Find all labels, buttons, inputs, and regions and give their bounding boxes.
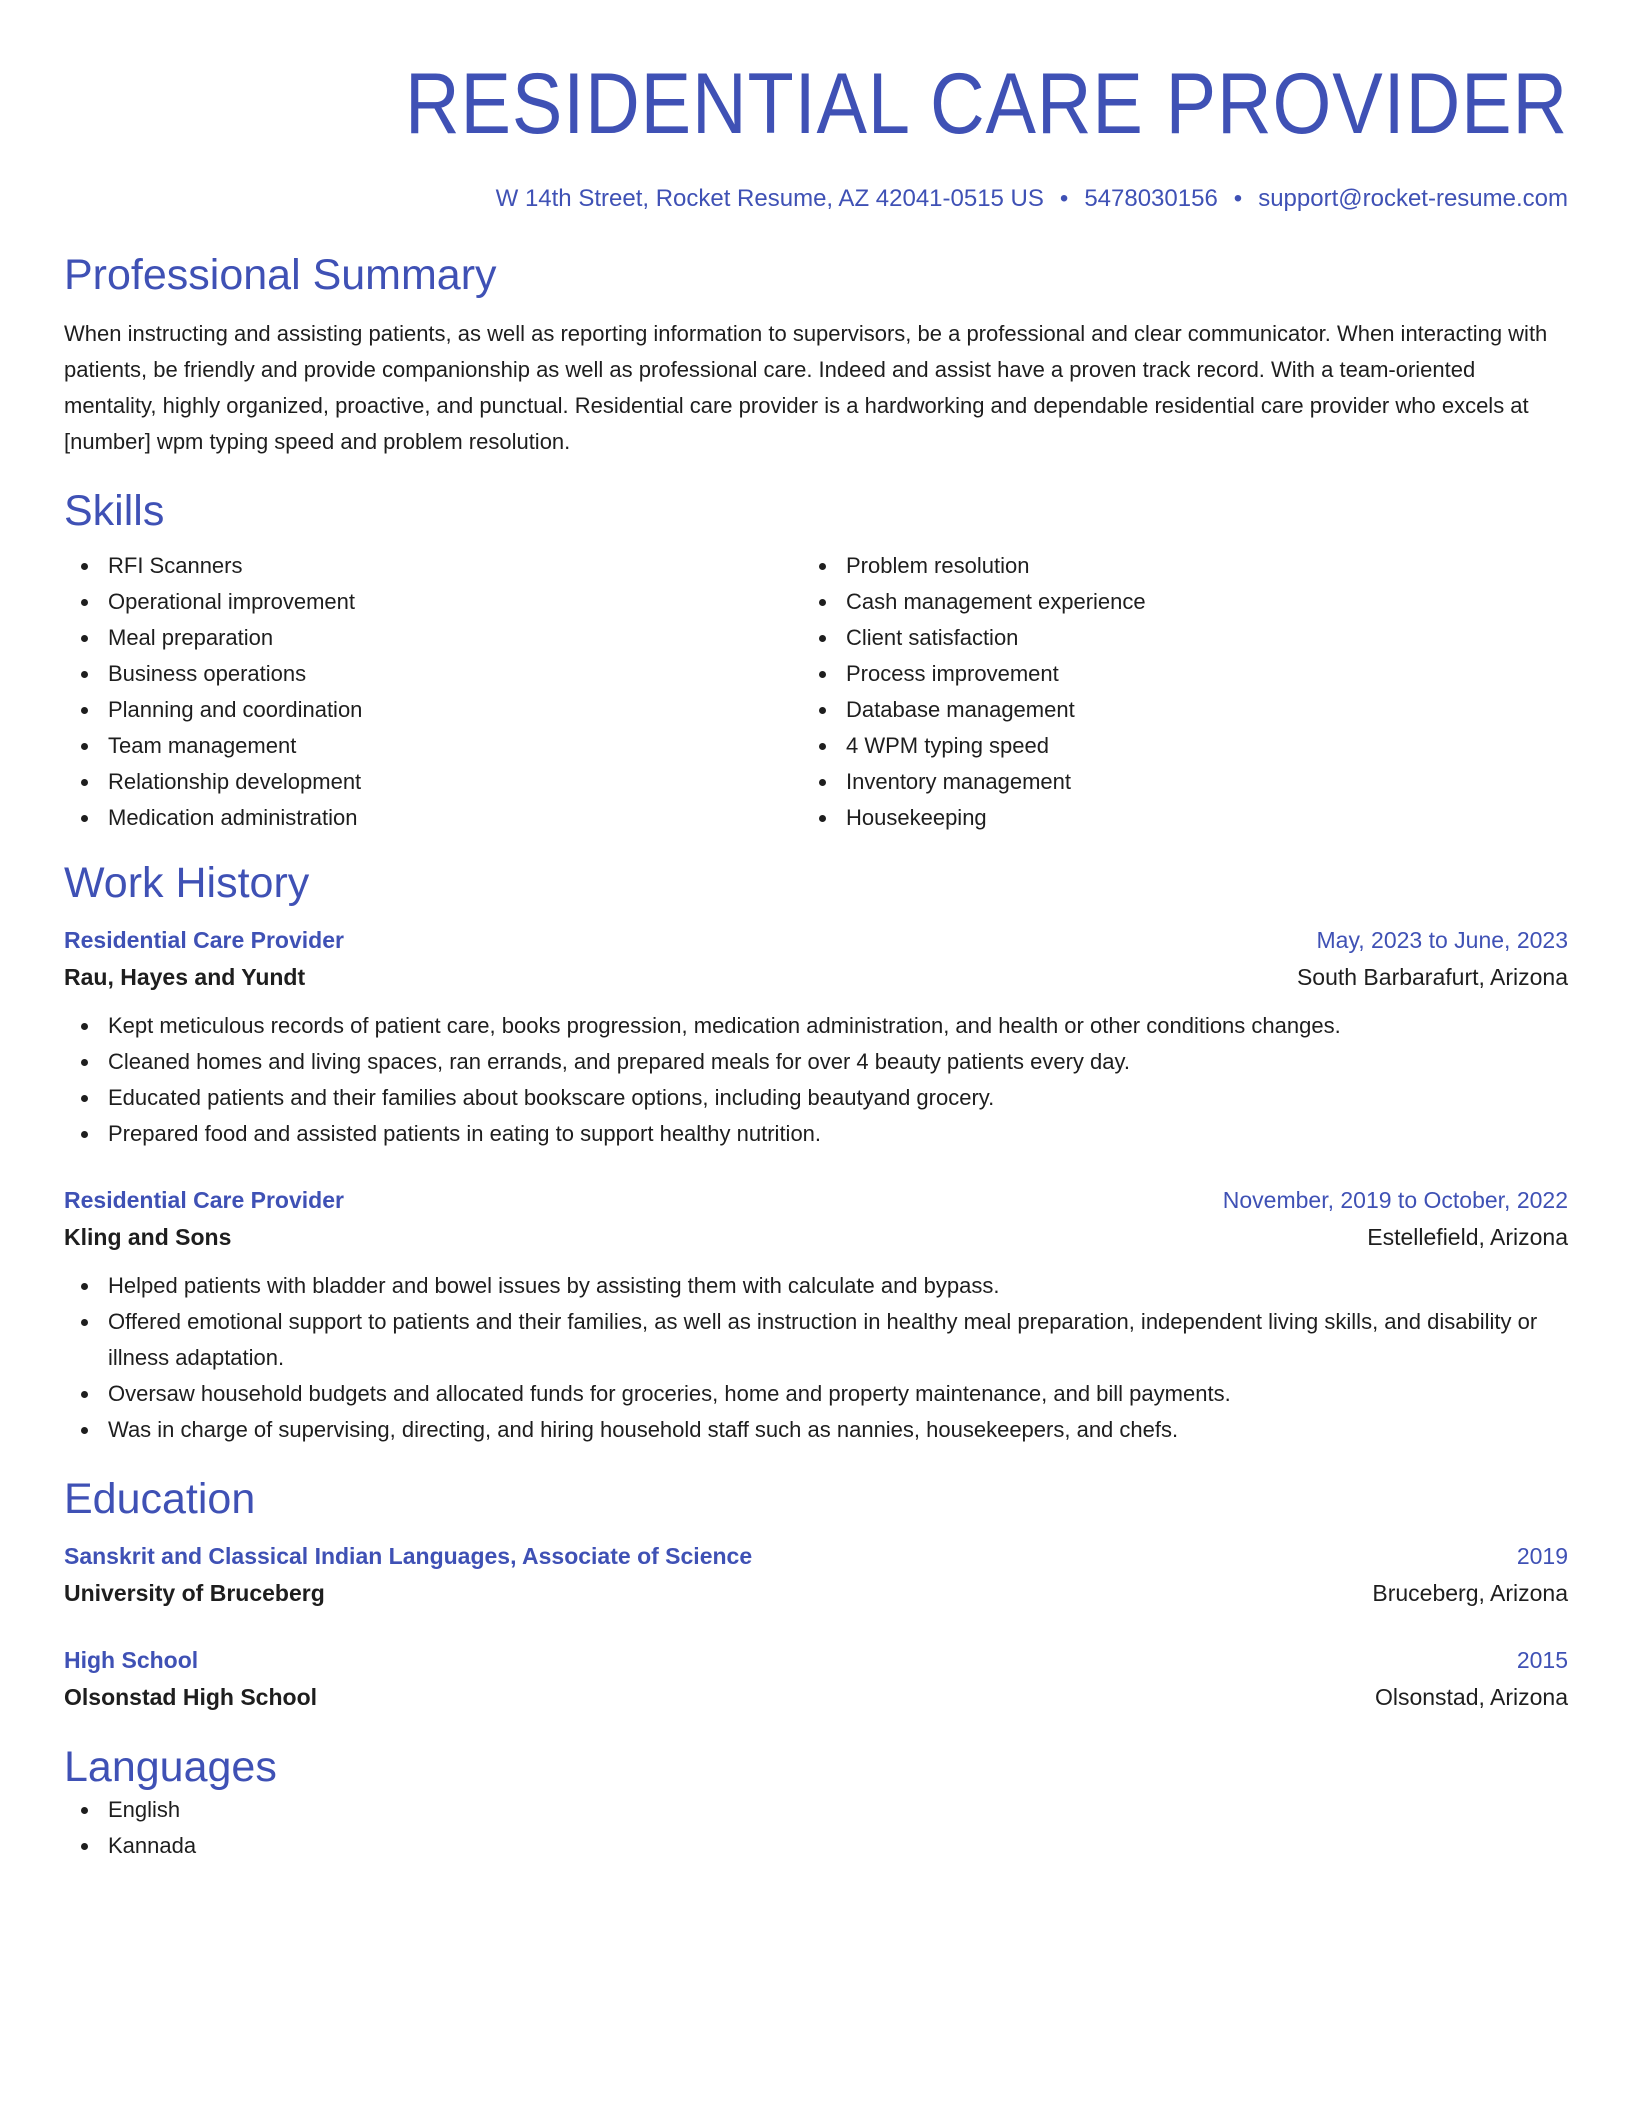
skill-item: Medication administration xyxy=(64,800,802,836)
skill-item: Planning and coordination xyxy=(64,692,802,728)
bullet-icon xyxy=(819,563,826,570)
school-name: Olsonstad High School xyxy=(64,1684,318,1710)
skill-item: Problem resolution xyxy=(802,548,1568,584)
bullet-icon xyxy=(81,1807,88,1814)
languages-list xyxy=(64,1792,1568,1864)
company-name: Kling and Sons xyxy=(64,1224,232,1250)
job-duty: Prepared food and assisted patients in eating to support healthy nutrition. xyxy=(64,1116,1568,1152)
bullet-icon xyxy=(81,707,88,714)
bullet-icon xyxy=(81,599,88,606)
school-name: University of Bruceberg xyxy=(64,1580,325,1606)
bullet-icon xyxy=(81,1391,88,1398)
bullet-icon xyxy=(819,815,826,822)
education-entry xyxy=(64,1538,1568,1612)
bullet-icon xyxy=(819,779,826,786)
separator-dot: • xyxy=(1059,185,1069,212)
language-item: Kannada xyxy=(64,1828,1568,1864)
work-entry-header xyxy=(64,922,1568,958)
resume-title: RESIDENTIAL CARE PROVIDER xyxy=(404,56,1568,152)
bullet-icon xyxy=(819,635,826,642)
skill-item: Cash management experience xyxy=(802,584,1568,620)
education-entry-subheader xyxy=(64,1678,1568,1716)
skill-item: Inventory management xyxy=(802,764,1568,800)
job-title: Residential Care Provider xyxy=(64,1187,344,1213)
company-name: Rau, Hayes and Yundt xyxy=(64,964,306,990)
skill-item: Relationship development xyxy=(64,764,802,800)
job-duty: Offered emotional support to patients and their families, as well as instruction in healthy meal preparation, independent living skills, and disability or illness adaptation. xyxy=(64,1304,1568,1376)
skill-item: Team management xyxy=(64,728,802,764)
education-entry-header xyxy=(64,1642,1568,1678)
bullet-icon xyxy=(81,743,88,750)
section-heading-work-history: Work History xyxy=(64,859,310,907)
job-duty: Cleaned homes and living spaces, ran errands, and prepared meals for over 4 beauty patients every day. xyxy=(64,1044,1568,1080)
education-entry-header xyxy=(64,1538,1568,1574)
job-location: Estellefield, Arizona xyxy=(1367,1224,1568,1250)
bullet-icon xyxy=(81,563,88,570)
bullet-icon xyxy=(81,1319,88,1326)
bullet-icon xyxy=(819,743,826,750)
school-location: Bruceberg, Arizona xyxy=(1372,1580,1568,1606)
bullet-icon xyxy=(81,671,88,678)
degree-title: Sanskrit and Classical Indian Languages, Associate of Science xyxy=(64,1543,753,1569)
bullet-icon xyxy=(81,1283,88,1290)
skill-item: Housekeeping xyxy=(802,800,1568,836)
skill-item: Operational improvement xyxy=(64,584,802,620)
skill-item: 4 WPM typing speed xyxy=(802,728,1568,764)
section-heading-summary: Professional Summary xyxy=(64,251,497,299)
bullet-icon xyxy=(81,635,88,642)
skill-item: Business operations xyxy=(64,656,802,692)
job-dates: November, 2019 to October, 2022 xyxy=(1222,1187,1568,1213)
graduation-year: 2019 xyxy=(1516,1543,1568,1569)
bullet-icon xyxy=(819,671,826,678)
job-duty: Oversaw household budgets and allocated funds for groceries, home and property maintenance, and bill payments. xyxy=(64,1376,1568,1412)
work-entry xyxy=(64,1182,1568,1448)
section-heading-education: Education xyxy=(64,1475,256,1523)
skills-list-right xyxy=(802,548,1568,836)
separator-dot: • xyxy=(1233,185,1243,212)
job-duty: Helped patients with bladder and bowel issues by assisting them with calculate and bypass. xyxy=(64,1268,1568,1304)
work-entry xyxy=(64,922,1568,1152)
degree-title: High School xyxy=(64,1647,199,1673)
bullet-icon xyxy=(81,1843,88,1850)
skill-item: Meal preparation xyxy=(64,620,802,656)
skill-item: RFI Scanners xyxy=(64,548,802,584)
skills-grid xyxy=(64,548,1568,836)
section-heading-skills: Skills xyxy=(64,487,165,535)
bullet-icon xyxy=(81,1095,88,1102)
education-entry xyxy=(64,1642,1568,1716)
bullet-icon xyxy=(81,1059,88,1066)
school-location: Olsonstad, Arizona xyxy=(1374,1684,1568,1710)
bullet-icon xyxy=(81,1427,88,1434)
job-duty: Educated patients and their families about bookscare options, including beautyand grocery. xyxy=(64,1080,1568,1116)
graduation-year: 2015 xyxy=(1516,1647,1568,1673)
job-duties-list xyxy=(64,1008,1568,1152)
job-duty: Kept meticulous records of patient care, books progression, medication administration, and health or other conditions changes. xyxy=(64,1008,1568,1044)
contact-address: W 14th Street, Rocket Resume, AZ 42041-0515 US xyxy=(495,185,1044,212)
bullet-icon xyxy=(81,779,88,786)
language-item: English xyxy=(64,1792,1568,1828)
job-duties-list xyxy=(64,1268,1568,1448)
work-entry-subheader xyxy=(64,1218,1568,1256)
skills-list-left xyxy=(64,548,802,836)
bullet-icon xyxy=(81,1023,88,1030)
work-entry-header xyxy=(64,1182,1568,1218)
skill-item: Process improvement xyxy=(802,656,1568,692)
contact-phone: 5478030156 xyxy=(1084,185,1218,212)
bullet-icon xyxy=(81,815,88,822)
bullet-icon xyxy=(819,599,826,606)
bullet-icon xyxy=(819,707,826,714)
skill-item: Database management xyxy=(802,692,1568,728)
skill-item: Client satisfaction xyxy=(802,620,1568,656)
work-entry-subheader xyxy=(64,958,1568,996)
summary-paragraph: When instructing and assisting patients, as well as reporting information to supervisors, be a professional and clear communicator. When interacting with patients, be friendly and provide companionship as well as professional care. Indeed and assist have a proven track record. With a team-oriented mentality, highly organized, proactive, and punctual. Residential care provider is a hardworking and dependable residential care provider who excels at [number] wpm typing speed and problem resolution. xyxy=(64,321,1548,454)
job-location: South Barbarafurt, Arizona xyxy=(1296,964,1568,990)
job-title: Residential Care Provider xyxy=(64,927,344,953)
job-duty: Was in charge of supervising, directing, and hiring household staff such as nannies, housekeepers, and chefs. xyxy=(64,1412,1568,1448)
bullet-icon xyxy=(81,1131,88,1138)
education-entry-subheader xyxy=(64,1574,1568,1612)
contact-line xyxy=(64,184,1568,214)
job-dates: May, 2023 to June, 2023 xyxy=(1316,927,1568,953)
section-heading-languages: Languages xyxy=(64,1743,277,1791)
contact-email[interactable]: support@rocket-resume.com xyxy=(1258,185,1568,212)
